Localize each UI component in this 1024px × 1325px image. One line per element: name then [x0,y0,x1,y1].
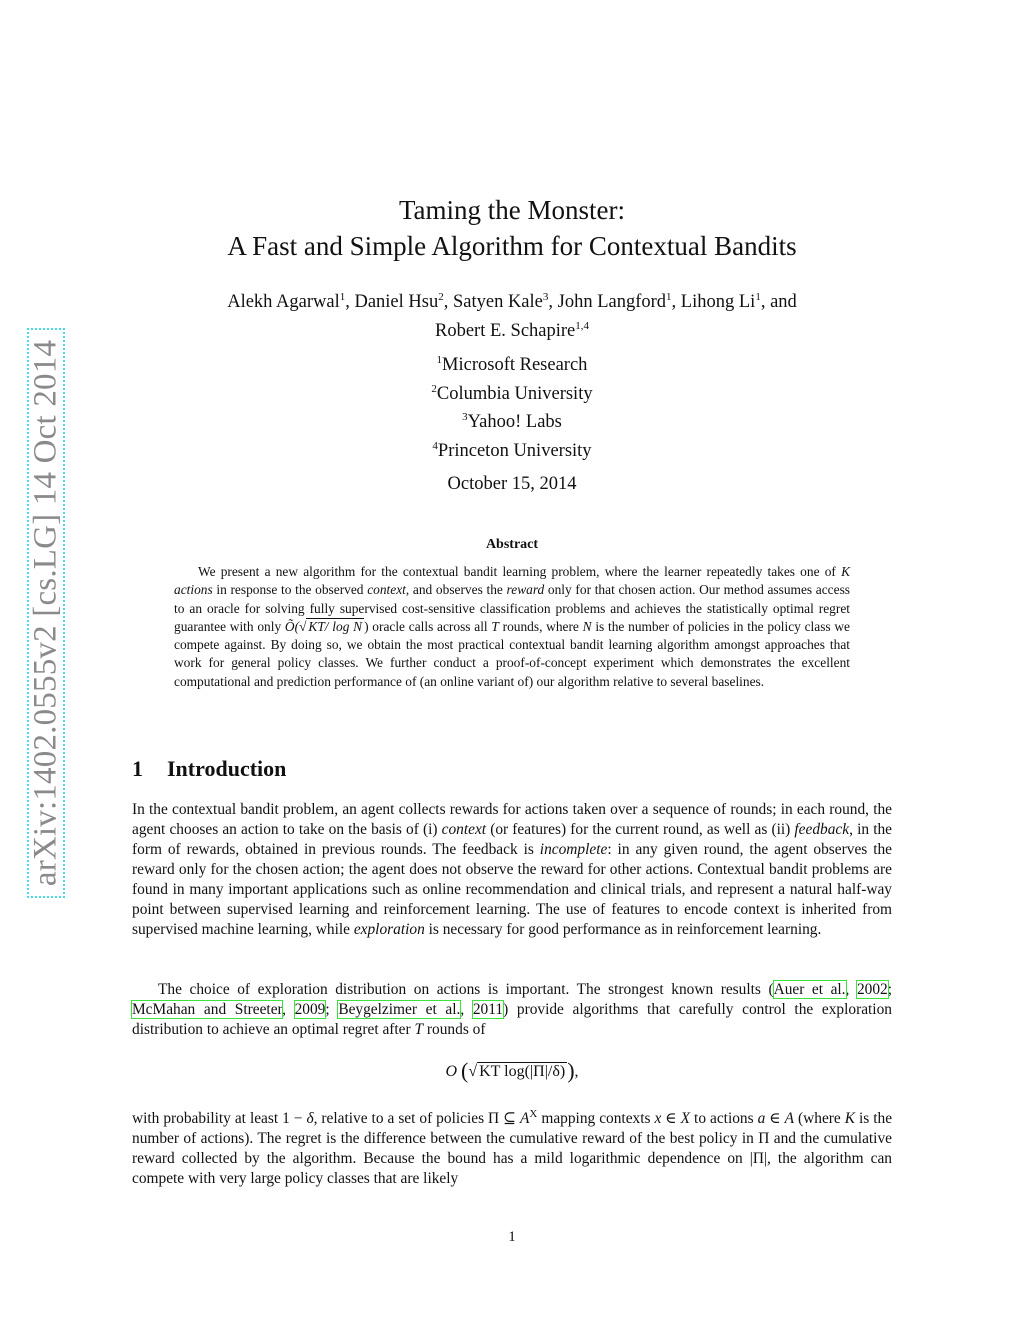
regret-equation: O (√ KT log(|Π|/δ)), [445,1058,579,1083]
author-name: Lihong Li [680,292,756,313]
author-name: Daniel Hsu [354,292,439,313]
author-name: Alekh Agarwal [227,292,340,313]
affiliation: $^1$Microsoft Research [436,354,588,376]
intro-paragraph-3: with probability at least 1 − δ, relative to a set of policies Π ⊆ $A^X$ mapping contexts x ∈ X to actions a ∈ A (where K is the number of actions). The regret is the difference between the cumulative reward of the best policy in Π and the cumulative reward collected by the algorithm. Because the bound has a mild logarithmic dependence on |Π|, the algorithm can compete with very large policy classes that are likely [132,1108,893,1188]
abstract-heading: Abstract [485,537,539,552]
paper-date: October 15, 2014 [447,474,577,494]
author-name: John Langford [557,292,667,313]
citation-link[interactable]: 2011 [472,1001,504,1018]
author-name: Robert E. Schapire [435,321,576,342]
citation-link[interactable]: 2009 [294,1001,326,1018]
citation-link[interactable]: Auer et al. [773,981,846,998]
affiliation: $^4$Princeton University [432,439,592,462]
citation-link[interactable]: McMahan and Streeter [132,1001,283,1018]
complexity-math: Õ(√ KT/ log N ) [284,618,369,634]
title-line-1: Taming the Monster: [398,195,626,225]
author-conjunction: and [770,292,797,313]
citation-link[interactable]: 2002 [856,981,888,998]
author-list: Alekh Agarwal$^1$, Daniel Hsu$^2$, Satyen Kale$^3$, John Langford$^1$, Lihong Li$^1$, and Robert E. Schapire$^{1,4}$ [227,291,797,342]
affiliation: $^2$Columbia University [431,382,593,404]
author-name: Satyen Kale [452,292,543,313]
section-number: 1 [132,756,143,781]
affiliation: $^3$Yahoo! Labs [462,411,562,433]
abstract-body: We present a new algorithm for the contextual bandit learning problem, where the learner repeatedly takes one of K actions in response to the observed context, and observes the reward only for that chosen action. Our method assumes access to an oracle for solving fully supervised cost-sensitive classification problems and achieves the statistically optimal regret guarantee with only Õ(√ KT/ log N ) oracle calls across all T rounds, where N is the number of policies in the policy class we compete against. By doing so, we obtain the most practical contextual bandit learning algorithm amongst approaches that work for general policy classes. We further conduct a proof-of-concept experiment which demonstrates the excellent computational and prediction performance of (an online variant of) our algorithm relative to several baselines. [174,564,850,689]
intro-paragraph-2: The choice of exploration distribution on actions is important. The strongest known results (Auer et al., 2002; McMahan and Streeter, 2009; Beygelzimer et al., 2011) provide algorithms that carefully control the exploration distribution to achieve an optimal regret after T rounds of [132,981,892,1038]
title-line-2: A Fast and Simple Algorithm for Contextual Bandits [227,231,797,261]
page-number: 1 [508,1229,516,1245]
paper-title [0,192,1024,264]
arxiv-stamp-text: arXiv:1402.0555v2 [cs.LG] 14 Oct 2014 [27,339,64,887]
citation-link[interactable]: Beygelzimer et al. [338,1001,461,1018]
section-title: Introduction [167,756,287,781]
affiliation-list [0,349,1024,464]
intro-paragraph-1: In the contextual bandit problem, an agent collects rewards for actions taken over a sequence of rounds; in each round, the agent chooses an action to take on the basis of (i) context (or features) for the current round, as well as (ii) feedback, in the form of rewards, obtained in previous rounds. The feedback is incomplete: in any given round, the agent observes the reward only for the chosen action; the agent does not observe the reward for other actions. Contextual bandit problems are found in many important applications such as online recommendation and clinical trials, and represent a natural half-way point between supervised learning and reinforcement learning. The use of features to encode context is inherited from supervised machine learning, while exploration is necessary for good performance as in reinforcement learning. [132,801,892,938]
section-heading [132,756,286,782]
